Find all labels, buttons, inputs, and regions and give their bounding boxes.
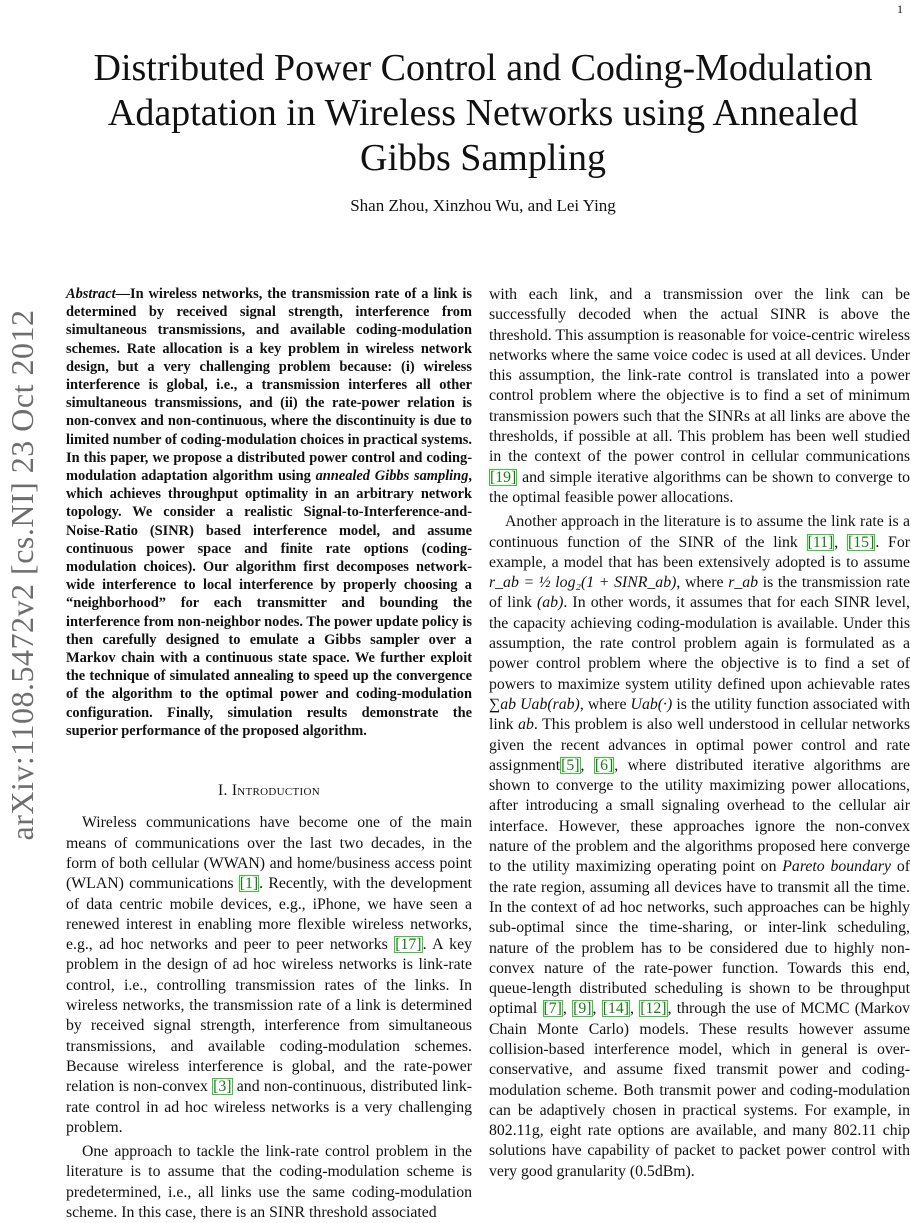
abstract-label: Abstract (66, 286, 116, 302)
right-paragraph-1: with each link, and a transmission over the link can be successfully decoded when the actual SINR is above the threshold. This assumption is reasonable for voice-centric wireless networks where the same voice codec is used at all devices. Under this assumption, the link-rate control is translated into a power control problem where the objective is to find a set of minimum transmission powers such that the SINRs at all links are above the thresholds, if possible at all. This problem has been well studied in the context of the power control in cellular communications [19] and simple iterative algorithms can be shown to converge to the optimal feasible power allocations. (489, 286, 910, 506)
title-line: Distributed Power Control and Coding-Modulation (93, 47, 873, 89)
citation-link[interactable]: [6] (594, 756, 614, 774)
left-column (66, 285, 472, 1223)
right-column (489, 285, 910, 1182)
math-expression: r_ab (728, 574, 759, 592)
citation-link[interactable]: [3] (213, 1078, 232, 1096)
section-heading-introduction: I. Introduction (217, 782, 321, 800)
citation-link[interactable]: [15] (848, 533, 875, 551)
title-line: Adaptation in Wireless Networks using Annealed (107, 92, 859, 134)
right-paragraph-2: Another approach in the literature is to assume the link rate is a continuous function of the SINR of the link [11], [15]. For example, a model that has been extensively adopted is to assume r_ab = ½ log₂(1 + SINR_ab), where r_ab is the transmission rate of link (ab). In other words, it assumes that for each SINR level, the capacity achieving coding-modulation is available. Under this assumption, the rate control problem again is formulated as a power control problem where the objective is to find a set of powers to maximize system utility defined upon achievable rates ∑ab Uab(rab), where Uab(·) is the utility function associated with link ab. This problem is also well understood in cellular networks given the recent advances in optimal power control and rate assignment[5], [6], where distributed iterative algorithms are shown to converge to the utility maximizing power allocations, after introducing a small signaling overhead to the cellular air interface. However, these approaches ignore the non-convex nature of the problem and the algorithms proposed here converge to the utility maximizing operating point on Pareto boundary of the rate region, assuming all devices have to transmit all the time. In the context of ad hoc networks, such approaches can be highly sub-optimal since the time-sharing, or inter-link scheduling, nature of the problem has to be considered due to highly non-convex nature of the rate-power function. Towards this end, queue-length distributed scheduling is shown to be throughput optimal [7], [9], [14], [12], through the use of MCMC (Markov Chain Monte Carlo) models. These results however assume collision-based interference model, which in general is over-conservative, and assume fixed transmit power and coding-modulation scheme. Both transmit power and coding-modulation can be adaptively chosen in practical systems. For example, in 802.11g, eight rate options are available, and many 802.11 chip solutions have capability of packet to packet power control with very good granularity (0.5dBm). (489, 513, 911, 1180)
citation-link[interactable]: [14] (602, 1000, 630, 1018)
citation-link[interactable]: [5] (561, 756, 580, 774)
math-expression: ab (518, 716, 534, 734)
citation-link[interactable]: [19] (490, 468, 517, 486)
math-expression: Uab(·) (630, 695, 673, 713)
citation-link[interactable]: [17] (395, 936, 422, 954)
citation-link[interactable]: [12] (640, 1000, 667, 1018)
abstract: Abstract—In wireless networks, the transmission rate of a link is determined by received signal strength, interference from simultaneous transmissions, and available coding-modulation schemes. Rate allocation is a key problem in wireless network design, but a very challenging problem because: (i) wireless interference is global, i.e., a transmission interferes all other simultaneous transmissions, and (ii) the rate-power relation is non-convex and non-continuous, where the discontinuity is due to limited number of coding-modulation choices in practical systems. In this paper, we propose a distributed power control and coding-modulation adaptation algorithm using annealed Gibbs sampling, which achieves throughput optimality in an arbitrary network topology. We consider a realistic Signal-to-Interference-and-Noise-Ratio (SINR) based interference model, and assume continuous power space and finite rate options (coding-modulation choices). Our algorithm first decomposes network-wide interference to local interference by properly choosing a “neighborhood” for each transmitter and bounding the interference from non-neighbor nodes. The power update policy is then carefully designed to emulate a Gibbs sampler over a Markov chain with a continuous state space. We further exploit the technique of simulated annealing to speed up the convergence of the algorithm to the optimal power and coding-modulation configuration. Finally, simulation results demonstrate the superior performance of the proposed algorithm. (66, 286, 472, 739)
math-expression: r_ab = ½ log₂(1 + SINR_ab) (489, 574, 677, 592)
math-expression: (ab) (537, 594, 564, 612)
citation-link[interactable]: [9] (573, 1000, 592, 1018)
title-line: Gibbs Sampling (360, 137, 606, 179)
intro-paragraph-2: One approach to tackle the link-rate control problem in the literature is to assume that the coding-modulation scheme is predetermined, i.e., all links use the same coding-modulation scheme. In this case, there is an SINR threshold associated (66, 1143, 472, 1222)
math-expression: ∑ab Uab(rab) (489, 695, 580, 713)
citation-link[interactable]: [7] (543, 1000, 562, 1018)
author-list: Shan Zhou, Xinzhou Wu, and Lei Ying (350, 196, 616, 215)
abstract-emphasis: annealed Gibbs sampling (315, 468, 469, 485)
arxiv-identifier: arXiv:1108.5472v2 [cs.NI] 23 Oct 2012 (4, 309, 40, 841)
citation-link[interactable]: [1] (239, 875, 259, 893)
intro-paragraph-1: Wireless communications have become one of the main means of communications over the last two decades, in the form of both cellular (WWAN) and home/business access point (WLAN) communications [1]. Recently, with the development of data centric mobile devices, e.g., iPhone, we have seen a renewed interest in enabling more flexible wireless networks, e.g., ad hoc networks and peer to peer networks [17]. A key problem in the design of ad hoc wireless networks is link-rate control, i.e., controlling transmission rates of the links. In wireless networks, the transmission rate of a link is determined by received signal strength, interference from simultaneous transmissions, and available coding-modulation schemes. Because wireless interference is global, and the rate-power relation is non-convex [3] and non-continuous, distributed link-rate control in ad hoc wireless networks is a very challenging problem. (66, 814, 472, 1136)
citation-link[interactable]: [11] (807, 533, 834, 551)
page-number: 1 (897, 2, 903, 16)
paper-title (55, 46, 911, 181)
emphasis: Pareto boundary (782, 858, 892, 876)
